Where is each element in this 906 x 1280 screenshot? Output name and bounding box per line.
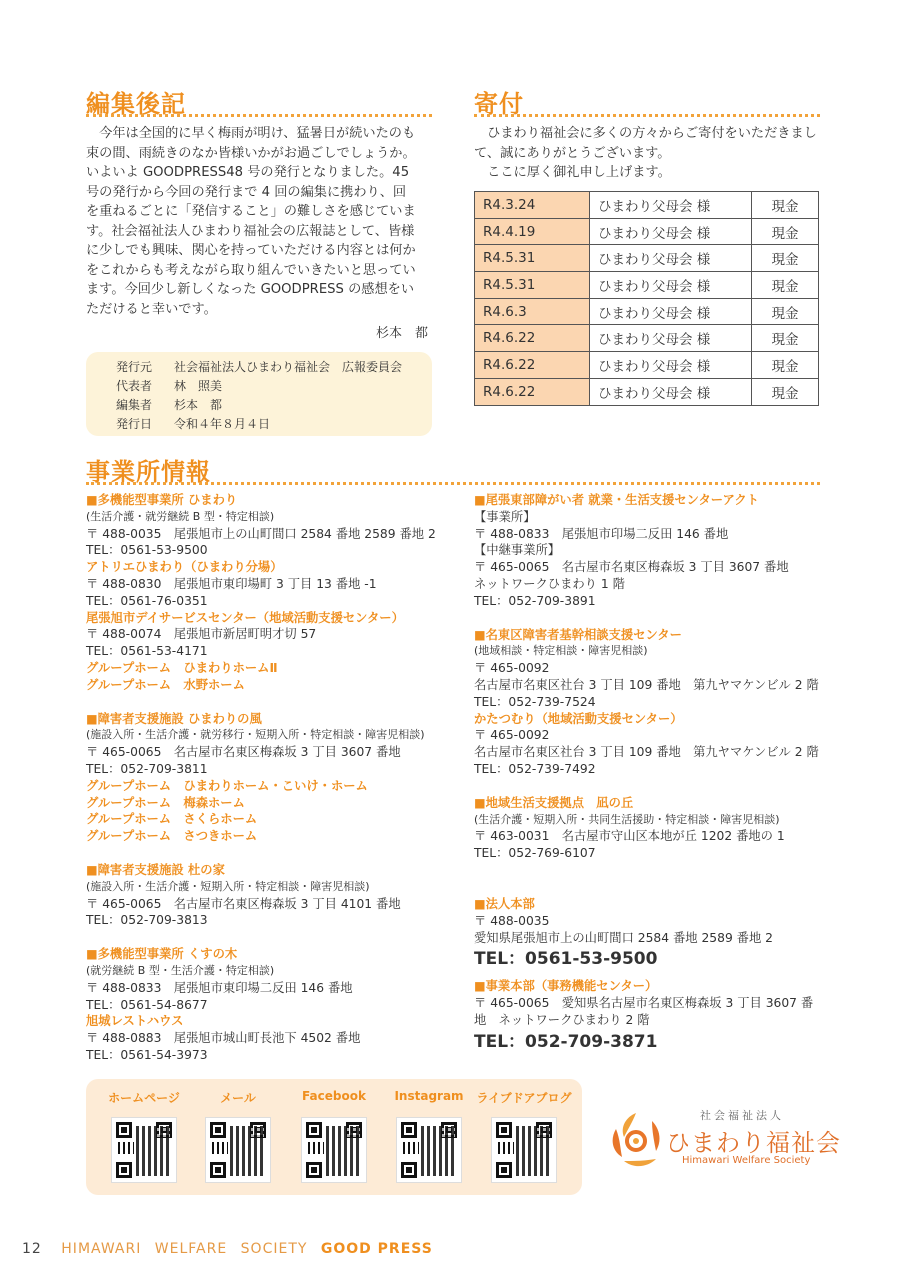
page-footer: 12 HIMAWARI WELFARE SOCIETY GOOD PRESS (22, 1241, 433, 1257)
donation-kind-cell: 現金 (752, 192, 819, 219)
ops-tel: TEL：052-709-3871 (474, 1031, 658, 1052)
donation-date-cell: R4.6.3 (475, 298, 590, 325)
donation-donor-cell: ひまわり父母会 様 (590, 352, 752, 379)
links-box (86, 1079, 582, 1195)
qr-code-icon (301, 1117, 367, 1183)
office-title: ■ 事業本部（事務機能センター） (474, 978, 854, 995)
office-title: ■ 地域生活支援拠点 凪の丘 (474, 795, 854, 812)
colophon-row: 発行日 令和４年８月４日 (116, 417, 271, 431)
office-title: アトリエひまわり（ひまわり分場） (86, 560, 283, 575)
editorial-line: をこれからも考えながら取り組んでいきたいと思ってい (86, 262, 416, 278)
qr-code-icon (205, 1117, 271, 1183)
donation-date-cell: R4.5.31 (475, 272, 590, 299)
donation-date-cell: R4.6.22 (475, 325, 590, 352)
donation-date-cell: R4.6.22 (475, 352, 590, 379)
brand-name: GOOD PRESS (320, 1241, 433, 1257)
donation-donor-cell: ひまわり父母会 様 (590, 272, 752, 299)
donation-kind-cell: 現金 (752, 272, 819, 299)
donation-kind-cell: 現金 (752, 298, 819, 325)
qr-instagram[interactable]: Instagram (393, 1089, 465, 1183)
donation-donor-cell: ひまわり父母会 様 (590, 245, 752, 272)
qr-mail[interactable]: メール (202, 1089, 274, 1183)
office-title: ■ 多機能型事業所 くすの木 (86, 946, 456, 963)
donation-kind-cell: 現金 (752, 325, 819, 352)
offices-heading: 事業所情報 (86, 458, 211, 486)
donation-divider (474, 114, 820, 117)
donation-heading: 寄付 (474, 90, 524, 118)
office-title: グループホーム さつきホーム (86, 829, 258, 844)
donation-row (475, 378, 819, 405)
office-title: グループホーム さくらホーム (86, 812, 258, 827)
qr-homepage[interactable]: ホームページ (108, 1089, 180, 1183)
editorial-heading: 編集後記 (86, 90, 186, 118)
donation-line: ひまわり福祉会に多くの方々からご寄付をいただきまし (474, 126, 817, 141)
donation-date-cell: R4.6.22 (475, 378, 590, 405)
editorial-line: す。社会福祉法人ひまわり福祉会の広報誌として、皆様 (86, 223, 415, 239)
office-title: かたつむり（地域活動支援センター） (474, 711, 683, 726)
editorial-line: 今年は全国的に早く梅雨が明け、猛暑日が続いたのも (86, 126, 416, 141)
donation-donor-cell: ひまわり父母会 様 (590, 218, 752, 245)
office-title: ■ 障害者支援施設 ひまわりの風 (86, 711, 456, 728)
office-title: グループホーム ひまわりホームⅡ (86, 660, 278, 675)
hq-tel: TEL：0561-53-9500 (474, 949, 658, 970)
office-title: 旭城レストハウス (86, 1014, 184, 1029)
editorial-line: 束の間、雨続きのなか皆様いかがお過ごしでしょうか。 (86, 145, 416, 161)
office-title: グループホーム 水野ホーム (86, 677, 245, 692)
editorial-line: に少しでも興味、関心を持っていただける内容とは何か (86, 243, 416, 258)
colophon-row: 編集者 杉本 都 (116, 398, 223, 412)
colophon-row: 代表者 林 照美 (116, 379, 223, 393)
donation-date-cell: R4.4.19 (475, 218, 590, 245)
donation-donor-cell: ひまわり父母会 様 (590, 192, 752, 219)
donation-kind-cell: 現金 (752, 378, 819, 405)
offices-divider (86, 482, 820, 485)
donation-date-cell: R4.5.31 (475, 245, 590, 272)
offices-left-column: ■ 多機能型事業所 ひまわり (生活介護・就労継続 B 型・特定相談) 〒 488-0035 尾張旭市上の山町間口 2584 番地 2589 番地 2 TEL：0561-53-9500 アトリエひまわり（ひまわり分場） 〒 488-0830 尾張旭市東印場町 3 丁目 13 番地 -1 TEL：0561-76-0351 尾張旭市デイサービスセンター（地域活動支援センター） 〒 488-0074 尾張旭市新居町明才切 57 TEL：0561-53-4171 グループホーム ひまわりホームⅡ グループホーム 水野ホーム ■ 障害者支援施設 ひまわりの風 (施設入所・生活介護・就労移行・短期入所・特定相談・障害児相談) 〒 465-0065 名古屋市名東区梅森坂 3 丁目 3607 番地 TEL：052-709-3811 グループホーム ひまわりホーム・こいけ・ホーム グループホーム 梅森ホーム グループホーム さくらホーム グループホーム さつきホーム ■ 障害者支援施設 杜の家 (施設入所・生活介護・短期入所・特定相談・障害児相談) 〒 465-0065 名古屋市名東区梅森坂 3 丁目 4101 番地 TEL：052-709-3813 ■ 多機能型事業所 くすの木 (就労継続 B 型・生活介護・特定相談) 〒 488-0833 尾張旭市東印場二反田 146 番地 TEL：0561-54-8677 旭城レストハウス 〒 488-0883 尾張旭市城山町長池下 4502 番地 TEL：0561-54-3973 (86, 492, 456, 1064)
donation-row (475, 192, 819, 219)
donation-row (475, 325, 819, 352)
editorial-line: を重ねるごとに「発信すること」の難しさを感じていま (86, 204, 416, 219)
office-title: ■ 名東区障害者基幹相談支援センター (474, 627, 854, 644)
donation-donor-cell: ひまわり父母会 様 (590, 325, 752, 352)
office-title: ■ 多機能型事業所 ひまわり (86, 492, 456, 509)
qr-code-icon (396, 1117, 462, 1183)
donation-row (475, 298, 819, 325)
editorial-divider (86, 114, 432, 117)
page-number: 12 (22, 1241, 42, 1257)
editorial-line: ただけると幸いです。 (86, 301, 217, 317)
qr-blog[interactable]: ライブドアブログ (474, 1089, 574, 1183)
editorial-line: 号の発行から今回の発行まで 4 回の編集に携わり、回 (86, 184, 407, 200)
qr-code-icon (491, 1117, 557, 1183)
donation-row (475, 352, 819, 379)
donation-row (475, 245, 819, 272)
office-title: ■ 障害者支援施設 杜の家 (86, 862, 456, 879)
colophon-row: 発行元 社会福祉法人ひまわり福祉会 広報委員会 (116, 360, 403, 374)
donation-kind-cell: 現金 (752, 352, 819, 379)
office-title: ■ 尾張東部障がい者 就業・生活支援センターアクト (474, 492, 854, 509)
editorial-text (86, 124, 436, 319)
donation-text (474, 124, 824, 183)
donation-table (474, 191, 819, 406)
editorial-line: いよいよ GOODPRESS48 号の発行となりました。45 (86, 165, 410, 180)
organization-logo: 社会福祉法人 ひまわり福祉会 Himawari Welfare Society (606, 1103, 836, 1173)
donation-donor-cell: ひまわり父母会 様 (590, 378, 752, 405)
donation-kind-cell: 現金 (752, 218, 819, 245)
editorial-line: ます。今回少し新しくなった GOODPRESS の感想をい (86, 282, 415, 297)
donation-line: て、誠にありがとうございます。 (474, 145, 671, 161)
editorial-signature: 杉本 都 (376, 326, 429, 341)
donation-date-cell: R4.3.24 (475, 192, 590, 219)
donation-line: ここに厚く御礼申し上げます。 (474, 165, 671, 180)
donation-donor-cell: ひまわり父母会 様 (590, 298, 752, 325)
qr-facebook[interactable]: Facebook (298, 1089, 370, 1183)
donation-kind-cell: 現金 (752, 245, 819, 272)
office-title: ■ 法人本部 (474, 896, 854, 913)
donation-row (475, 218, 819, 245)
qr-code-icon (111, 1117, 177, 1183)
offices-right-column: ■ 尾張東部障がい者 就業・生活支援センターアクト 【事業所】 〒 488-0833 尾張旭市印場二反田 146 番地 【中継事業所】 〒 465-0065 名古屋市名東区梅森坂 3 丁目 3607 番地 ネットワークひまわり 1 階 TEL：052-709-3891 ■ 名東区障害者基幹相談支援センター (地域相談・特定相談・障害児相談) 〒 465-0092 名古屋市名東区社台 3 丁目 109 番地 第九ヤマケンビル 2 階 TEL：052-739-7524 かたつむり（地域活動支援センター） 〒 465-0092 名古屋市名東区社台 3 丁目 109 番地 第九ヤマケンビル 2 階 TEL：052-739-7492 ■ 地域生活支援拠点 凪の丘 (生活介護・短期入所・共同生活援助・特定相談・障害児相談) 〒 463-0031 名古屋市守山区本地が丘 1202 番地の 1 TEL：052-769-6107 ■ 法人本部 〒 488-0035 愛知県尾張旭市上の山町間口 2584 番地 2589 番地 2 TEL：0561-53-9500 ■ 事業本部（事務機能センター） 〒 465-0065 愛知県名古屋市名東区梅森坂 3 丁目 3607 番 地 ネットワークひまわり 2 階 TEL：052-709-3871 (474, 492, 854, 1055)
colophon-box (86, 352, 432, 436)
office-title: 尾張旭市デイサービスセンター（地域活動支援センター） (86, 610, 404, 625)
office-title: グループホーム ひまわりホーム・こいけ・ホーム (86, 778, 368, 793)
donation-row (475, 272, 819, 299)
office-title: グループホーム 梅森ホーム (86, 795, 245, 810)
sunflower-icon (606, 1107, 666, 1173)
